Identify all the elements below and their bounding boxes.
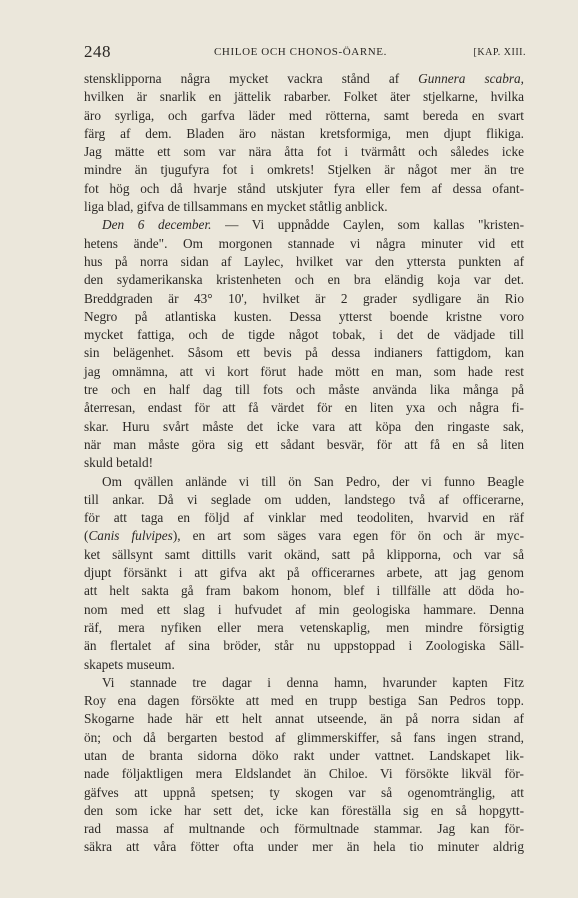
text-line: utan de branta sidorna döko rakt under vattnet. Landskapet lik-	[84, 747, 524, 763]
text-line: ön; och då bergarten bestod af glimmerskiffer, så fans ingen strand,	[84, 729, 524, 745]
text-line: Den 6 december. — Vi uppnådde Caylen, som kallas "kristen-	[102, 217, 525, 233]
text-line: skar. Huru svårt måste det icke vara att köpa den ringaste sak,	[84, 418, 524, 434]
text-line: den sydamerikanska kristenheten och en bra eländig koja var det.	[84, 272, 524, 288]
text-line: till ankar. Då vi seglade om udden, landstego två af officerarne,	[84, 491, 524, 507]
text-line: fot hög och då hvarje stånd utskjuter fyra eller fem af dessa ofant-	[84, 180, 524, 196]
text-line: att helt sakta gå fram bakom honom, blef i tillfälle att döda ho-	[84, 583, 524, 599]
page-number: 248	[84, 42, 111, 61]
text-line: skapets museum.	[84, 656, 175, 672]
text-line: Roy ena dagen försökte att med en trupp bestiga San Pedros topp.	[84, 693, 524, 709]
text-line: liga blad, gifva de tillsammans en mycket ståtlig anblick.	[84, 199, 388, 215]
text-line: Om qvällen anlände vi till ön San Pedro, der vi funno Beagle	[102, 473, 524, 489]
text-line: Jag mätte ett som var nära åtta fot i tvärmått och således icke	[84, 144, 524, 160]
text-line: hetens ände". Om morgonen stannade vi några minuter vid ett	[84, 235, 524, 251]
text-line: när man måste göra sig ett sådant besvär, för att få en så liten	[84, 436, 524, 452]
text-line: än flertalet af sina bröder, står nu uppstoppad i Zoologiska Säll-	[84, 638, 524, 654]
text-line: skuld betald!	[84, 455, 154, 471]
text-line: stensklipporna några mycket vackra stånd af Gunnera scabra,	[84, 71, 524, 86]
text-line: jag omnämna, att vi kort förut hade mött en man, som hade rest	[84, 363, 524, 379]
text-line: mindre än tjugufyra fot i omkrets! Stjelken är något mer än tre	[84, 162, 524, 178]
text-line: säkra att våra fötter ofta under mer än hela tio minuter aldrig	[84, 839, 524, 855]
text-line: hvilken är snarlik en jättelik rabarber. Folket äter stjelkarne, hvilka	[84, 89, 524, 105]
running-head	[84, 42, 526, 62]
text-line: Breddgraden är 43° 10', hvilket är 2 grader sydligare än Rio	[84, 290, 524, 306]
text-line: ket sällsynt samt dittills varit okänd, satt på klipporna, och var så	[84, 546, 524, 562]
text-line: räf, mera nyfiken eller mera vetenskaplig, men mindre försigtig	[84, 619, 524, 635]
text-line: gäfves att uppnå spetsen; ty skogen var så ogenomtränglig, att	[84, 784, 524, 800]
chapter-reference: [KAP. XIII.	[473, 47, 526, 58]
text-line: djupt försänkt i att gifva akt på officerarnes arbete, att jag genom	[84, 565, 524, 581]
text-line: för att taga en följd af vinklar med teodoliten, hvarvid en räf	[84, 510, 524, 526]
text-line: den som icke har sett det, icke kan föreställa sig en så hopgytt-	[84, 802, 524, 818]
text-line: hus på norra sidan af Laylec, hvilket var den yttersta punkten af	[84, 253, 524, 269]
body-text	[84, 70, 524, 857]
text-line: nom med ett slag i hufvudet af min geologiska hammare. Denna	[84, 601, 524, 617]
text-line: Negro på atlantiska kusten. Dessa ytterst boende kristne voro	[84, 308, 524, 324]
text-line: sin belägenhet. Såsom ett bevis på dessa indianers fattigdom, kan	[84, 345, 524, 361]
text-line: (Canis fulvipes), en art som säges vara egen för ön och är myc-	[84, 528, 524, 544]
text-line: Skogarne hade här ett helt annat utseende, än på norra sidan af	[84, 711, 524, 727]
text-line: rad massa af multnande och förmultnade stammar. Jag kan för-	[84, 821, 524, 837]
text-line: tre och en half dag till fots och måste använda lika många på	[84, 382, 524, 398]
text-line: återresan, endast för att få värdet för en liten yxa och några fi-	[84, 400, 524, 416]
text-line: mycket fattiga, och de tigde något tobak, i det de vädjade till	[84, 327, 524, 343]
text-line: nade följaktligen mera Eldslandet än Chiloe. Vi försökte likväl för-	[84, 766, 524, 782]
running-title: CHILOE OCH CHONOS-ÖARNE.	[214, 46, 387, 58]
text-line: äro syrliga, och garfva läder med rötterna, samt bereda en svart	[84, 107, 524, 123]
text-line: Vi stannade tre dagar i denna hamn, hvarunder kapten Fitz	[102, 674, 524, 690]
text-line: färg af dem. Bladen äro nästan kretsformiga, men djupt flikiga.	[84, 125, 524, 141]
